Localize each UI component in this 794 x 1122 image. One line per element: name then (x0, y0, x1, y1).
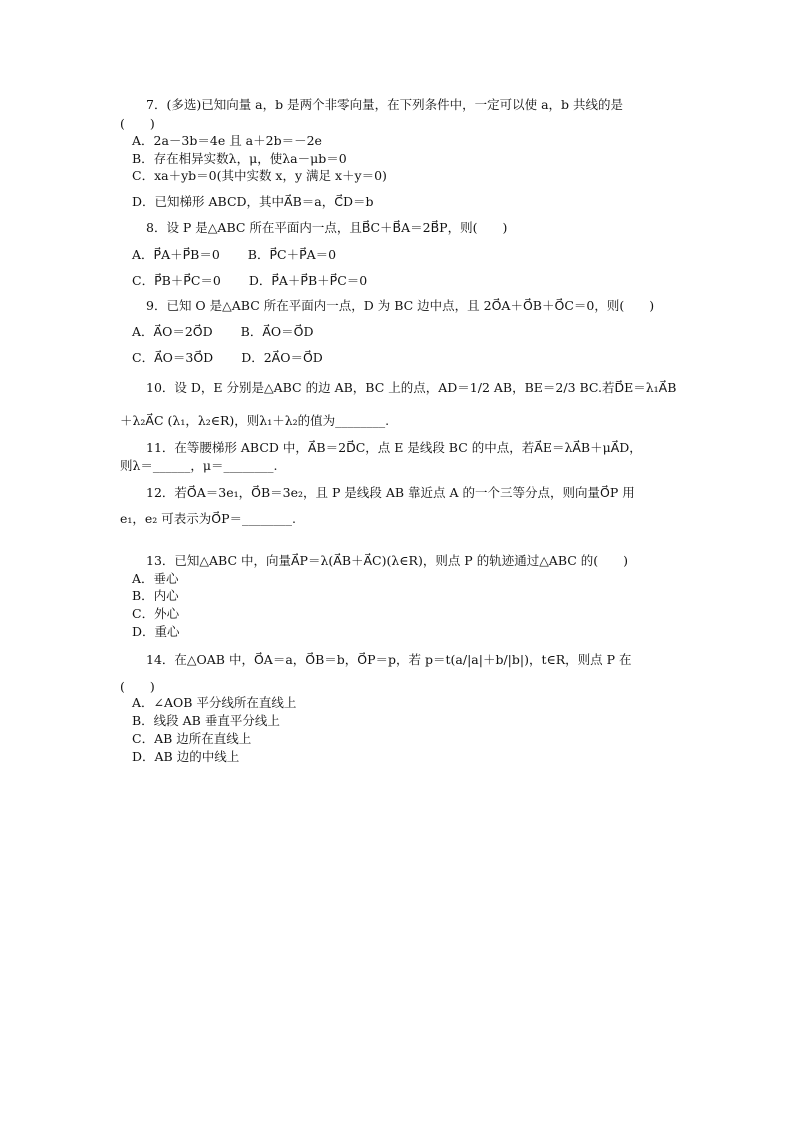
question-9-option-a: A．A⃗O＝2O⃗D (132, 324, 213, 339)
question-14-option-c: C．AB 边所在直线上 (132, 731, 252, 746)
question-13-stem: 13．已知△ABC 中，向量A⃗P＝λ(A⃗B＋A⃗C)(λ∈R)，则点 P 的轨迹通过△ABC 的( ) (146, 553, 629, 568)
question-9-options-row-1 (132, 324, 314, 340)
question-12-stem: 12．若O⃗A＝3e₁，O⃗B＝3e₂，且 P 是线段 AB 靠近点 A 的一个三等分点，则向量O⃗P 用 (146, 485, 635, 500)
question-9-option-b: B．A⃗O＝O⃗D (240, 324, 314, 339)
question-7-option-b: B．存在相异实数λ，μ，使λa－μb＝0 (132, 151, 347, 166)
question-7-stem-cont: ( ) (120, 116, 155, 131)
question-7-option-c: C．xa＋yb＝0(其中实数 x，y 满足 x＋y＝0) (132, 168, 387, 183)
question-14-option-a: A．∠AOB 平分线所在直线上 (132, 695, 297, 710)
question-8-options-row-1 (132, 247, 336, 263)
question-11-stem: 11．在等腰梯形 ABCD 中，A⃗B＝2D⃗C，点 E 是线段 BC 的中点，若A⃗E＝λA⃗B＋μA⃗D， (146, 440, 642, 455)
question-12-stem-cont: e₁，e₂ 可表示为O⃗P＝________. (120, 511, 297, 526)
question-7-option-d: D．已知梯形 ABCD，其中A⃗B＝a，C⃗D＝b (132, 194, 374, 209)
question-9-option-c: C．A⃗O＝3O⃗D (132, 350, 214, 365)
question-13-option-b: B．内心 (132, 588, 179, 603)
question-8-option-b: B．P⃗C＋P⃗A＝0 (247, 247, 337, 262)
question-13-option-d: D．重心 (132, 624, 180, 639)
question-14-stem: 14．在△OAB 中，O⃗A＝a，O⃗B＝b，O⃗P＝p，若 p＝t(a/|a|＋b/|b|)，t∈R，则点 P 在 (146, 652, 632, 667)
question-7-stem: 7．(多选)已知向量 a，b 是两个非零向量，在下列条件中，一定可以使 a，b 共线的是 (146, 97, 624, 112)
question-14-option-b: B．线段 AB 垂直平分线上 (132, 713, 280, 728)
question-9-stem: 9．已知 O 是△ABC 所在平面内一点，D 为 BC 边中点，且 2O⃗A＋O⃗B＋O⃗C＝0，则( ) (146, 298, 655, 313)
question-13-option-c: C．外心 (132, 606, 180, 621)
question-8-option-d: D．P⃗A＋P⃗B＋P⃗C＝0 (248, 273, 368, 288)
question-10-stem-cont: ＋λ₂A⃗C (λ₁，λ₂∈R)，则λ₁＋λ₂的值为________. (120, 413, 390, 428)
question-8-options-row-2 (132, 273, 367, 289)
question-8-option-a: A．P⃗A＋P⃗B＝0 (132, 247, 220, 262)
question-10-stem: 10．设 D，E 分别是△ABC 的边 AB，BC 上的点，AD＝1/2 AB，BE＝2/3 BC.若D⃗E＝λ₁A⃗B (146, 380, 677, 395)
question-9-options-row-2 (132, 350, 323, 366)
question-14-stem-cont: ( ) (120, 679, 155, 694)
question-8-stem: 8．设 P 是△ABC 所在平面内一点，且B⃗C＋B⃗A＝2B⃗P，则( ) (146, 220, 508, 235)
question-13-option-a: A．垂心 (132, 571, 179, 586)
question-7-option-a: A．2a－3b＝4e 且 a＋2b＝－2e (132, 133, 322, 148)
question-9-option-d: D．2A⃗O＝O⃗D (241, 350, 323, 365)
question-8-option-c: C．P⃗B＋P⃗C＝0 (132, 273, 221, 288)
question-11-stem-cont: 则λ＝______，μ＝________. (120, 458, 278, 473)
question-14-option-d: D．AB 边的中线上 (132, 749, 240, 764)
